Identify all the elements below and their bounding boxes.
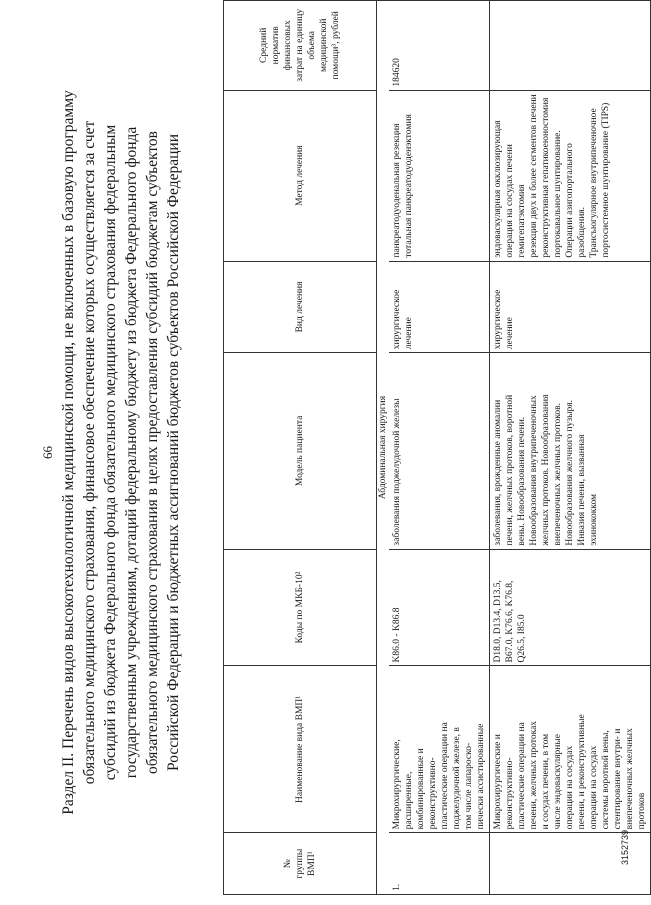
title-line: обязательного медицинского страхования, финансовое обеспечение которых осуществляется за счет [81, 120, 98, 785]
cell-vmp-name: Микрохирургические, расширенные, комбинированные и реконструктивно- пластические операции на поджелудочной железе, в том числе лапароско- пически ассистированные [389, 666, 490, 833]
table-row [490, 1, 651, 895]
cell-icd-codes: K86.0 - K86.8 [389, 549, 490, 666]
cell-treatment-type: хирургическое лечение [389, 261, 490, 353]
cell-avg-cost: 184620 [389, 1, 490, 91]
title-line: Российской Федерации и бюджетных ассигнований бюджетов субъектов Российской Федерации [165, 133, 182, 772]
table-row [389, 1, 490, 895]
cell-patient-model: заболевания, врожденные аномалии печени, желчных протоков, воротной вены. Новообразования печени. Новообразования внутрипеченочных желчных протоков. Новообразования внепеченочных желчных протоков. Новообразования желчного пузыря. Инвазия печени, вызванная эхинококком [490, 353, 651, 549]
cell-vmp-name: Микрохирургические и реконструктивно- пластические операции на печени, желчных протоках и сосудах печени, в том числе эндоваскулярные операции на сосудах печени, и реконструктивные операции на сосудах системы воротной вены, стентирование внутри- и внепеченочных желчных протоков [490, 666, 651, 833]
cell-treatment-method: панкреатодуоденальная резекция тотальная панкреатодуоденэктомия [389, 90, 490, 261]
header-treatment-type: Вид лечения [224, 261, 377, 353]
cell-treatment-method: эндоваскулярная окклюзирующая операция на сосудах печени гемигепатэктомия резекция двух и более сегментов печени реконструктивная гепатикоеюностомия портокавальное шунтирование. Операции азигопортального разобщения. Трансъюгулярное внутрипеченочное портосистемное шунтирование (TIPS) [490, 90, 651, 261]
title-line: субсидий из бюджета Федерального фонда обязательного медицинского страхования федеральным [102, 124, 119, 781]
header-avg-cost: Средний норматив финансовых затрат на единицу объема медицинской помощи³, рублей [224, 1, 377, 91]
cell-patient-model: заболевания поджелудочной железы [389, 353, 490, 549]
header-treatment-method: Метод лечения [224, 90, 377, 261]
cell-group-no: 1. [389, 833, 490, 895]
table-header-row [224, 1, 377, 895]
section-row [377, 1, 390, 895]
header-group-no: № группы ВМП¹ [224, 833, 377, 895]
vmp-table [223, 0, 651, 895]
header-icd-codes: Коды по МКБ-10² [224, 549, 377, 666]
page-number: 66 [40, 446, 55, 459]
section-title [58, 90, 184, 815]
title-line: обязательного медицинского страхования в целях предоставления субсидий бюджетам субъектов [144, 131, 161, 774]
cell-avg-cost [490, 1, 651, 91]
cell-icd-codes: D18.0, D13.4, D13.5, B67.0, K76.6, K76.8, Q26.5, I85.0 [490, 549, 651, 666]
document-id: 3152739 [620, 829, 630, 865]
header-patient-model: Модель пациента [224, 353, 377, 549]
title-line: Раздел II. Перечень видов высокотехнологичной медицинской помощи, не включенных в базовую программу [60, 90, 77, 815]
cell-treatment-type: хирургическое лечение [490, 261, 651, 353]
section-label: Абдоминальная хирургия [377, 1, 390, 895]
title-line: государственным учреждениям, дотаций федеральному бюджету из бюджета Федерального фонда [123, 126, 140, 779]
header-vmp-name: Наименование вида ВМП¹ [224, 666, 377, 833]
